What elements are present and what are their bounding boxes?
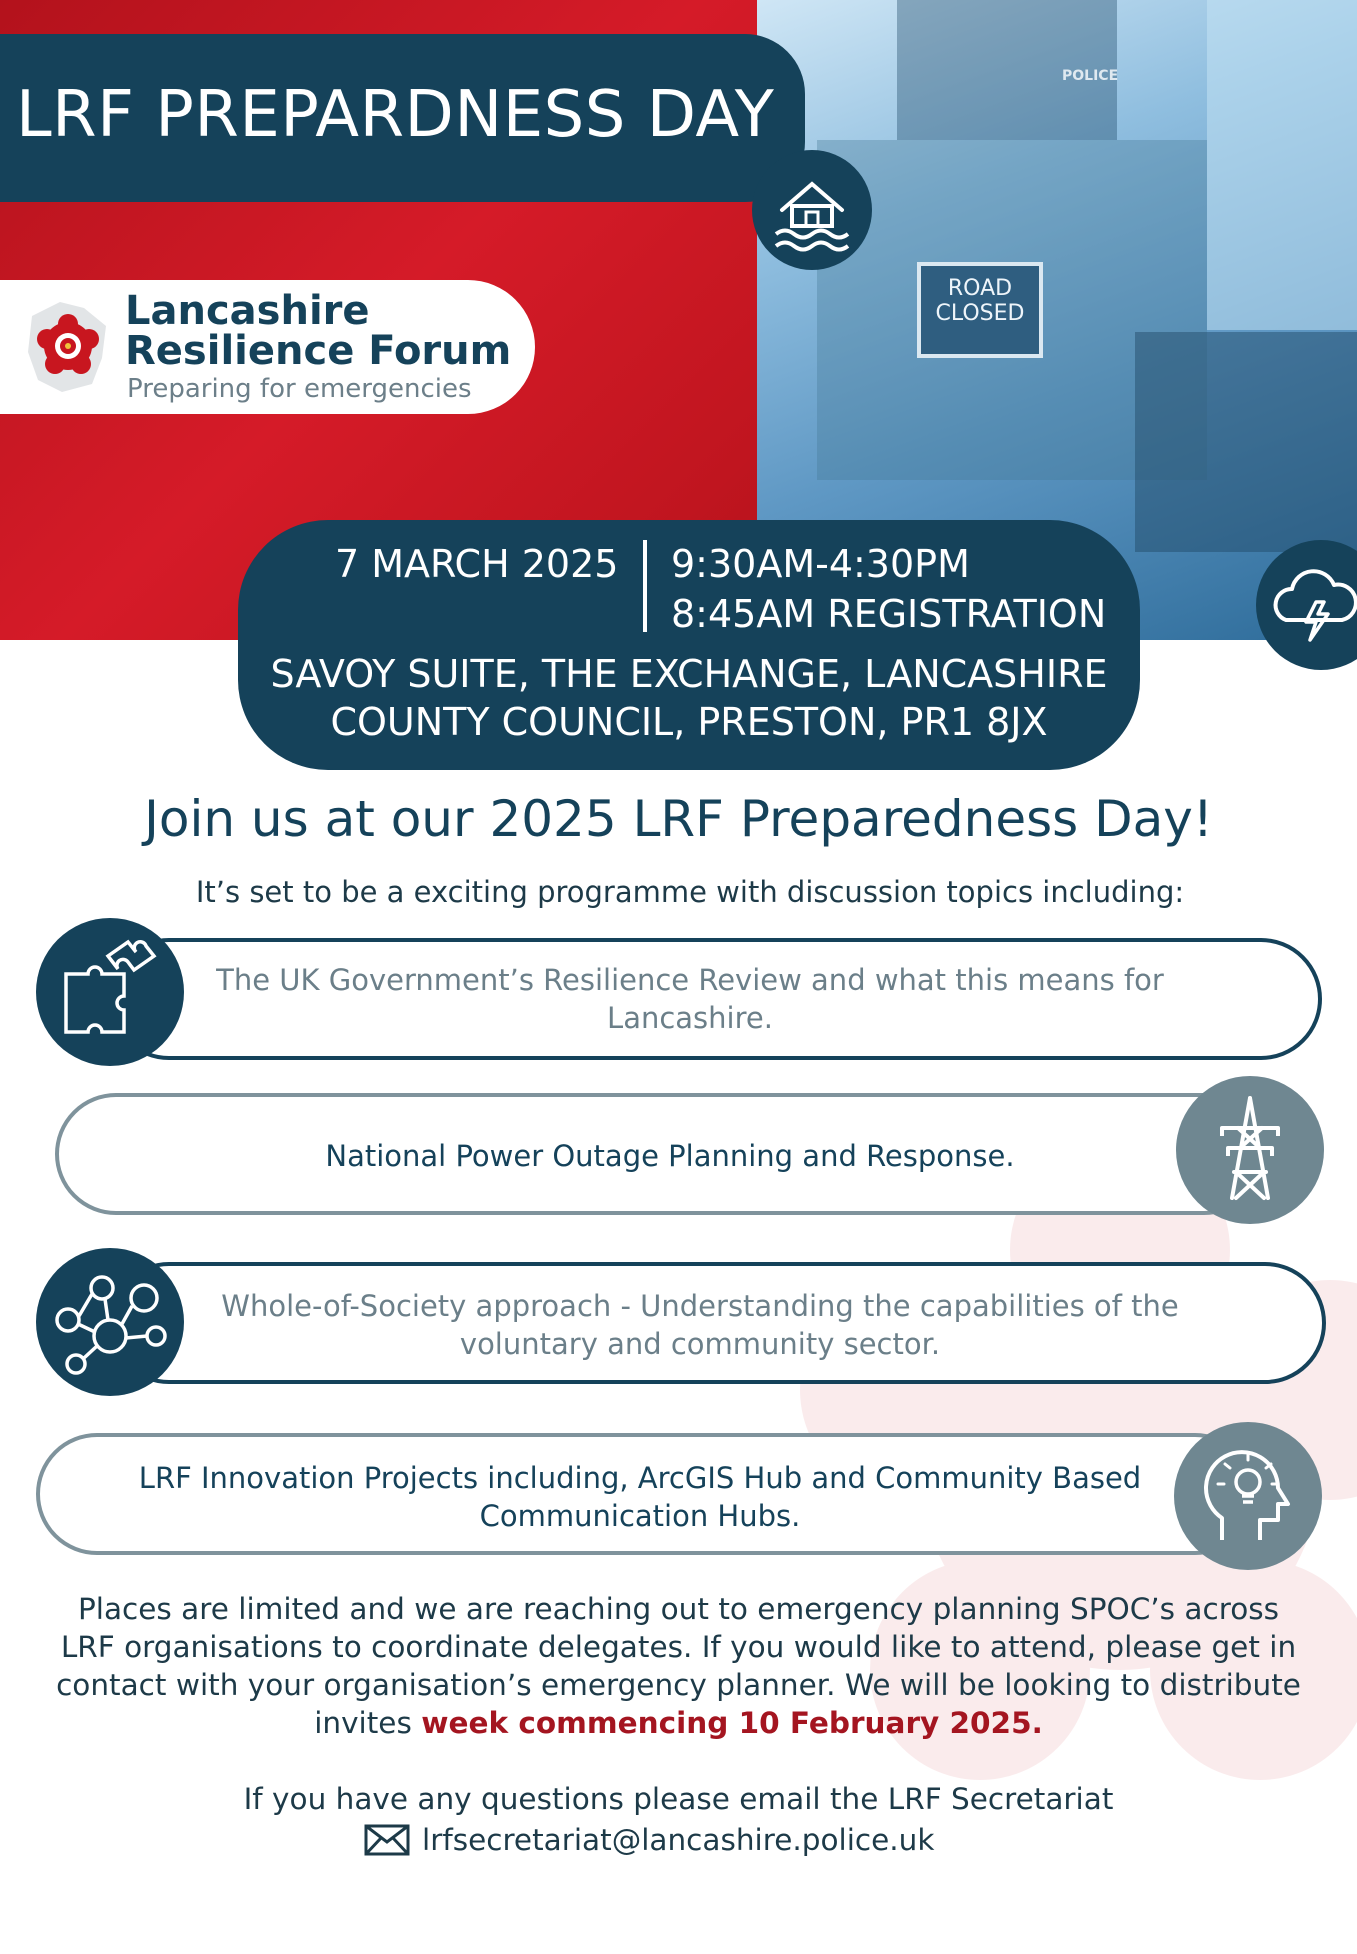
info-line3: contact with your organisation’s emergency planner. We will be looking to distribute [56,1668,1301,1702]
info-line4 [0,1704,1357,1743]
event-date: 7 MARCH 2025 [335,542,619,586]
logo-tagline: Preparing for emergencies [127,374,472,404]
info-line2: LRF organisations to coordinate delegates. If you would like to attend, please get in [60,1630,1297,1664]
road-sign-line1: ROAD [947,276,1013,301]
email-link[interactable]: lrfsecretariat@lancashire.police.uk [422,1823,935,1857]
lancashire-rose-logo [22,296,114,396]
idea-head-icon [1174,1422,1322,1570]
puzzle-icon [36,918,184,1066]
topic-4-line1: LRF Innovation Projects including, ArcGIS Hub and Community Based [138,1461,1142,1495]
event-time: 9:30AM-4:30PM [671,542,970,586]
topic-1-line2: Lancashire. [607,1001,773,1035]
logo-name-line2: Resilience Forum [125,328,512,374]
topic-3-line1: Whole-of-Society approach - Understanding the capabilities of the [221,1289,1179,1323]
venue-line2: COUNTY COUNCIL, PRESTON, PR1 8JX [330,700,1048,744]
headline: Join us at our 2025 LRF Preparedness Day! [144,790,1213,848]
flood-house-icon [752,150,872,270]
date-divider [643,540,647,632]
network-icon [36,1248,184,1396]
contact-text: If you have any questions please email the LRF Secretariat [243,1782,1114,1816]
logo-name-line1: Lancashire [125,288,370,334]
storm-tree-photo [1135,332,1357,552]
police-label: POLICE [1062,68,1119,84]
road-closed-sign [917,262,1043,358]
road-sign-line2: CLOSED [935,301,1025,326]
invite-date-highlight: week commencing 10 February 2025. [421,1706,1043,1740]
topic-1-line1: The UK Government’s Resilience Review and what this means for [216,963,1164,997]
topic-4-line2: Communication Hubs. [479,1499,801,1533]
event-registration: 8:45AM REGISTRATION [671,592,1107,636]
pylon-icon [1176,1076,1324,1224]
subheading: It’s set to be a exciting programme with discussion topics including: [195,875,1185,909]
venue-line1: SAVOY SUITE, THE EXCHANGE, LANCASHIRE [270,652,1108,696]
medic-photo [1207,0,1357,330]
info-line4-prefix: invites [314,1706,422,1740]
storm-cloud-icon [1256,540,1357,670]
email-contact[interactable] [364,1820,934,1860]
topic-3-line2: voluntary and community sector. [459,1327,941,1361]
page-title: LRF PREPARDNESS DAY [16,78,775,152]
topic-2-line1: National Power Outage Planning and Response. [325,1139,1015,1173]
info-line1: Places are limited and we are reaching out to emergency planning SPOC’s across [77,1592,1279,1626]
envelope-icon [364,1824,410,1856]
